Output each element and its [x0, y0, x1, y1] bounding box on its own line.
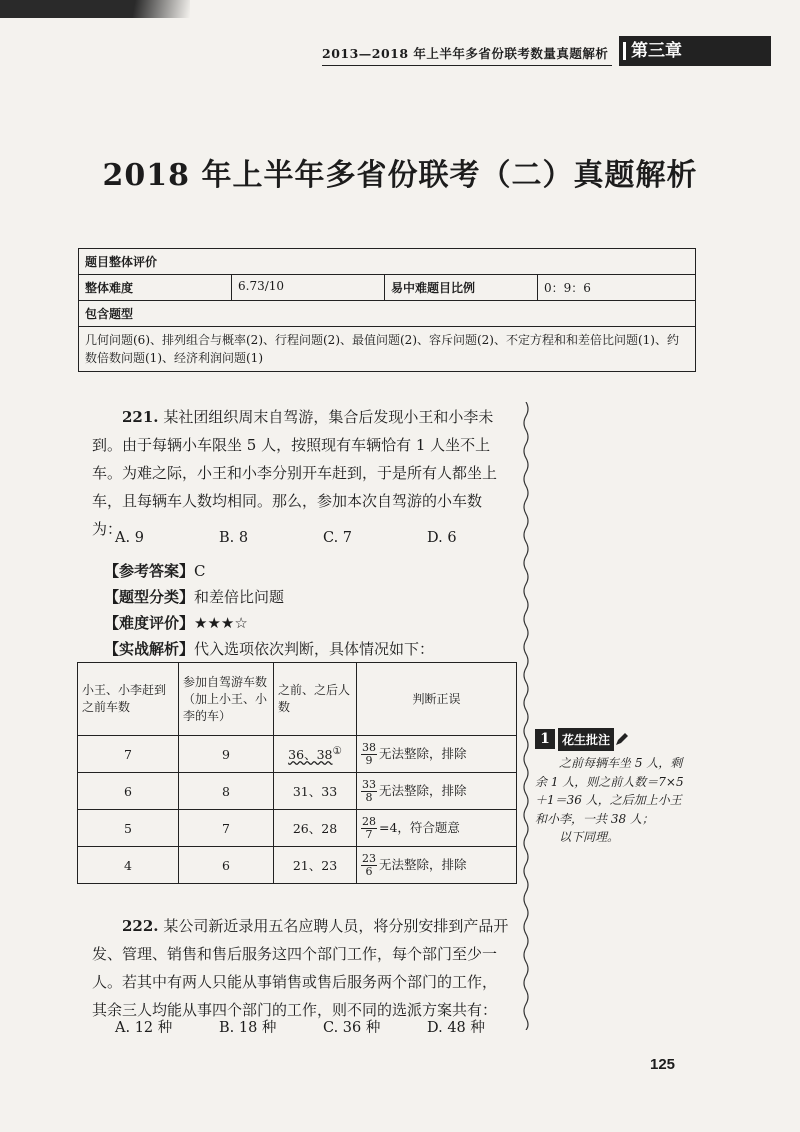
types-label: 包含题型 [85, 307, 134, 321]
cell-people: 31、33 [274, 773, 357, 810]
header-verdict: 判断正误 [357, 663, 517, 736]
verdict-text: 无法整除，排除 [379, 745, 467, 761]
rating-line [104, 612, 248, 633]
header-people: 之前、之后人数 [274, 663, 357, 736]
cell-verdict [357, 810, 517, 847]
page-corner-shadow [0, 0, 190, 18]
note-line: 之前每辆车坐 5 人，剩余 1 人，则之前人数＝7×5＋1＝36 人，之后加上小王和小李，一共 38 人； [535, 756, 684, 826]
pen-icon [614, 731, 630, 747]
cell-verdict [357, 773, 517, 810]
note-number: 1 [535, 729, 555, 749]
cell-before: 5 [78, 810, 179, 847]
table-row [78, 810, 517, 847]
table-row [78, 736, 517, 773]
answer-tag: 【参考答案】 [104, 562, 195, 580]
analysis-line [104, 638, 434, 659]
verdict-text: 无法整除，排除 [379, 782, 467, 798]
numerator: 23 [362, 851, 376, 865]
denominator: 9 [365, 753, 373, 767]
page-title: 2018 年上半年多省份联考（二）真题解析 [102, 158, 698, 193]
numerator: 33 [362, 777, 376, 791]
denominator: 6 [365, 864, 373, 878]
verdict-text: 无法整除，排除 [379, 856, 467, 872]
fraction [361, 816, 377, 841]
table-row [78, 773, 517, 810]
option-b: B. 8 [219, 530, 249, 546]
type-tag: 【题型分类】 [104, 588, 195, 606]
type-line [104, 586, 284, 607]
cell-people: 21、23 [274, 847, 357, 884]
difficulty-label: 整体难度 [79, 275, 232, 300]
question-222-options [115, 1016, 531, 1037]
question-221-options [115, 530, 531, 546]
option-c: C. 7 [323, 530, 353, 546]
difficulty-value: 6.73/10 [232, 275, 385, 300]
header-cars-before: 小王、小李赶到之前车数 [78, 663, 179, 736]
ratio-label: 易中难题目比例 [385, 275, 538, 300]
ratio-value: 0：9：6 [544, 281, 591, 295]
question-stem: 某公司新近录用五名应聘人员，将分别安排到产品开发、管理、销售和售后服务这四个部门工作，每个部门至少一人。若其中有两人只能从事销售或售后服务两个部门的工作，其余三人均能从事四个部门的工作，则不同的选派方案共有： [92, 917, 509, 1019]
cell-before: 7 [78, 736, 179, 773]
rating-tag: 【难度评价】 [104, 614, 195, 632]
evaluation-table [78, 248, 696, 372]
note-label: 花生批注 [558, 728, 614, 751]
table-header-row [78, 663, 517, 736]
footnote-marker: ① [332, 744, 342, 757]
cell-before: 6 [78, 773, 179, 810]
numerator: 38 [362, 740, 376, 754]
question-number: 222. [122, 917, 159, 935]
question-221 [92, 403, 510, 543]
cell-before: 4 [78, 847, 179, 884]
analysis-tag: 【实战解析】 [104, 640, 195, 658]
question-stem: 某社团组织周末自驾游，集合后发现小王和小李未到。由于每辆小车限坐 5 人，按照现有车辆恰有 1 人坐不上车。为难之际，小王和小李分别开车赶到，于是所有人都坐上车，且每辆车人数均相同。那么，参加本次自驾游的小车数为： [92, 408, 498, 538]
running-title: 2013—2018 年上半年多省份联考数量真题解析 [322, 46, 609, 61]
fraction [361, 742, 377, 767]
cell-verdict [357, 847, 517, 884]
people-value: 36、38 [288, 747, 333, 763]
eval-heading: 题目整体评价 [85, 255, 158, 269]
numerator: 28 [362, 814, 376, 828]
note-text [535, 754, 685, 847]
question-222 [92, 912, 510, 1024]
header-rule [322, 65, 612, 66]
annotation-note [535, 728, 685, 847]
cell-total: 6 [179, 847, 274, 884]
header-cars-total: 参加自驾游车数（加上小王、小李的车） [179, 663, 274, 736]
fraction [361, 853, 377, 878]
table-row [78, 847, 517, 884]
cell-total: 7 [179, 810, 274, 847]
wavy-divider [521, 402, 531, 1030]
answer-value: C [194, 562, 206, 580]
page-number: 125 [650, 1056, 676, 1073]
cell-people [274, 736, 357, 773]
type-value: 和差倍比问题 [194, 588, 285, 606]
verdict-text: =4，符合题意 [379, 819, 460, 835]
answer-line [104, 560, 206, 581]
cell-people: 26、28 [274, 810, 357, 847]
fraction [361, 779, 377, 804]
chapter-badge: 第三章 [619, 36, 771, 66]
cell-verdict [357, 736, 517, 773]
option-d: D. 6 [427, 530, 457, 546]
denominator: 8 [365, 790, 373, 804]
calculation-table [77, 662, 517, 884]
option-a: A. 9 [115, 530, 144, 546]
option-d: D. 48 种 [427, 1020, 485, 1036]
rating-stars: ★★★☆ [194, 614, 248, 632]
types-value: 几何问题(6)、排列组合与概率(2)、行程问题(2)、最值问题(2)、容斥问题(2)、不定方程和和差倍比问题(1)、约数倍数问题(1)、经济利润问题(1) [85, 333, 679, 365]
analysis-text: 代入选项依次判断，具体情况如下： [194, 640, 435, 658]
running-header [322, 36, 800, 70]
option-c: C. 36 种 [323, 1020, 381, 1036]
cell-total: 8 [179, 773, 274, 810]
option-b: B. 18 种 [219, 1020, 277, 1036]
option-a: A. 12 种 [115, 1020, 173, 1036]
cell-total: 9 [179, 736, 274, 773]
denominator: 7 [365, 827, 373, 841]
note-line: 以下同理。 [559, 830, 620, 844]
note-header [535, 728, 685, 750]
question-number: 221. [122, 408, 159, 426]
